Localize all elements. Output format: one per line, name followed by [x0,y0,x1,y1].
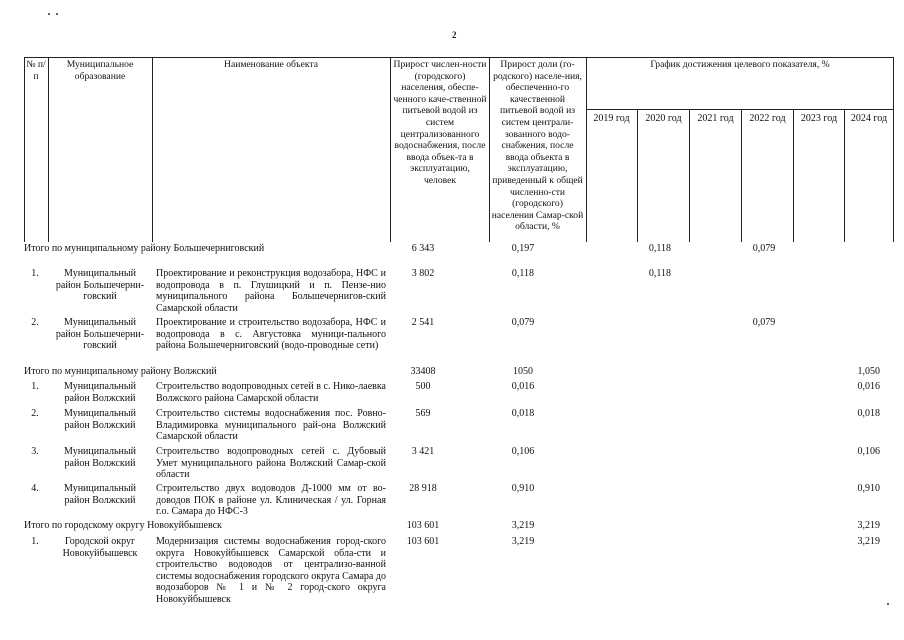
total-population: 6 343 [411,243,435,254]
header-municipality: Муниципальное образование [66,59,134,82]
year-2023: 2023 год [800,113,838,124]
row-share: 0,079 [511,317,535,328]
row-2024: 3,219 [857,536,880,547]
total-2020: 0,118 [648,243,672,254]
table-header [24,57,894,242]
row-municipality: Муниципальный район Волжский [64,446,136,469]
row-population: 3 802 [411,268,435,279]
row-num: 1. [31,536,39,547]
year-border [637,109,638,242]
header-num: № п/п [26,59,46,82]
row-population: 103 601 [406,536,440,547]
row-object: Строительство водопроводных сетей в с. Нико-лаевка Волжского района Самарской области [156,381,386,404]
header-share: Прирост доли (го-родского) населе-ния, обеспеченно-го качественной питьевой водой из систем централи-зованного водо-снабжения, после ввода объекта в эксплуатацию, приведенный к общей численно-сти (городского) населения Самар-ской области, % [491,59,584,233]
year-2022: 2022 год [749,113,786,124]
col-border [152,57,153,242]
year-2024: 2024 год [850,113,888,124]
row-num: 2. [31,317,39,328]
row-population: 28 918 [409,483,437,494]
col-border [390,57,391,242]
page-number: 2 [452,30,457,40]
years-divider [586,109,894,110]
row-share: 0,118 [511,268,535,279]
col-border [24,57,25,242]
total-population: 33408 [410,366,436,377]
year-border [844,109,845,242]
row-municipality: Муниципальный район Большечерни-говский [55,268,145,302]
scan-speck [48,13,50,15]
row-share: 3,219 [511,536,535,547]
row-population: 500 [415,381,431,392]
row-municipality: Муниципальный район Большечерни-говский [55,317,145,351]
row-2020: 0,118 [648,268,672,279]
row-2024: 0,910 [857,483,880,494]
total-2024: 3,219 [857,520,880,531]
total-label: Итого по муниципальному району Большечерниговский [24,243,265,254]
row-2024: 0,016 [857,381,880,392]
row-population: 2 541 [411,317,435,328]
row-municipality: Городской округ Новокуйбышевск [62,536,138,559]
row-object: Модернизация системы водоснабжения город-ского округа Новокуйбышевск Самарской обла-сти и строительство водоводов от централизо-ванной системы водоснабжения городского округа Самара до водозаборов № 1 и № 2 город-ского округа Новокуйбышевск [156,536,386,605]
row-share: 0,910 [511,483,535,494]
row-population: 3 421 [411,446,435,457]
year-border [741,109,742,242]
row-municipality: Муниципальный район Волжский [64,483,136,506]
total-label: Итого по городскому округу Новокуйбышевск [24,520,222,531]
year-2021: 2021 год [697,113,734,124]
row-share: 0,018 [511,408,535,419]
row-object: Строительство системы водоснабжения пос. Ровно-Владимировка муниципального рай-она Волжский Самарской области [156,408,386,442]
row-num: 1. [31,268,39,279]
scan-speck [887,603,889,605]
col-border [586,57,587,242]
total-share: 3,219 [511,520,535,531]
row-num: 3. [31,446,39,457]
header-top-border [24,57,894,58]
row-share: 0,016 [511,381,535,392]
row-object: Проектирование и строительство водозабора, НФС и водопровода в с. Августовка муници-пального района Большечерниговский (водо-проводные сети) [156,317,386,351]
year-2020: 2020 год [645,113,682,124]
row-2024: 0,018 [857,408,880,419]
col-border [48,57,49,242]
year-border [793,109,794,242]
row-num: 4. [31,483,39,494]
row-population: 569 [415,408,431,419]
row-municipality: Муниципальный район Волжский [64,408,136,431]
year-border [689,109,690,242]
header-population: Прирост числен-ности (городского) населения, обеспе-ченного каче-ственной питьевой водой из систем централизованного водоснабжения, после ввода объек-та в эксплуатацию, человек [393,59,487,186]
row-share: 0,106 [511,446,535,457]
total-2022: 0,079 [752,243,776,254]
header-schedule: График достижения целевого показателя, % [650,59,830,70]
col-border [893,57,894,242]
total-share: 1050 [513,366,533,377]
row-2024: 0,106 [857,446,880,457]
row-2022: 0,079 [752,317,776,328]
col-border [489,57,490,242]
total-2024: 1,050 [857,366,880,377]
total-population: 103 601 [406,520,440,531]
row-num: 1. [31,381,39,392]
total-share: 0,197 [511,243,535,254]
row-num: 2. [31,408,39,419]
year-2019: 2019 год [593,113,630,124]
total-label: Итого по муниципальному району Волжский [24,366,217,377]
row-object: Проектирование и реконструкция водозабора, НФС и водопровода в п. Глушицкий и п. Пензе-нио муниципального района Большечернигов-ский Самарской области [156,268,386,314]
row-object: Строительство двух водоводов Д-1000 мм от во-доводов ПОК в районе ул. Клиническая / ул. Горная г.о. Самара до НФС-3 [156,483,386,517]
row-municipality: Муниципальный район Волжский [64,381,136,404]
header-object: Наименование объекта [224,59,318,70]
scan-speck [56,13,58,15]
row-object: Строительство водопроводных сетей с. Дубовый Умет муниципального района Волжский Самар-ской области [156,446,386,480]
